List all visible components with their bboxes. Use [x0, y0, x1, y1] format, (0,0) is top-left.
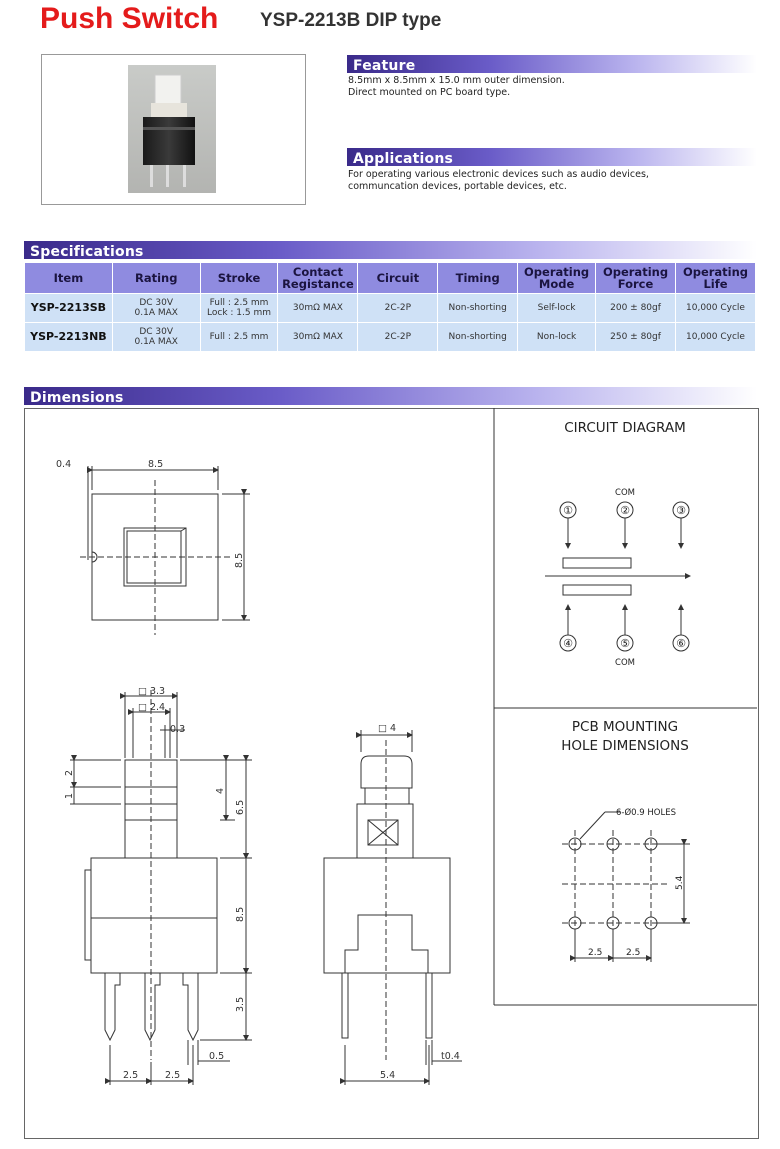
- side-view-drawing: [324, 730, 462, 1085]
- applications-line: communcation devices, portable devices, etc.: [348, 181, 567, 192]
- dim-label: 2.5: [626, 948, 641, 958]
- circuit-diagram-title: CIRCUIT DIAGRAM: [564, 420, 686, 436]
- pcb-title-line2: HOLE DIMENSIONS: [561, 738, 689, 754]
- table-cell: 200 ± 80gf: [596, 294, 676, 323]
- table-cell: Non-shorting: [438, 294, 518, 323]
- pin-label: ④: [563, 637, 573, 650]
- table-cell: YSP-2213NB: [25, 323, 113, 352]
- pcb-title-line1: PCB MOUNTING: [571, 719, 679, 735]
- pin-label: ③: [676, 504, 686, 517]
- table-cell: DC 30V 0.1A MAX: [112, 323, 200, 352]
- pcb-holes-label: 6-Ø0.9 HOLES: [616, 808, 676, 818]
- pcb-holes-drawing: [562, 812, 690, 962]
- front-view-drawing: [70, 690, 252, 1085]
- dim-label: 2.5: [123, 1070, 139, 1081]
- table-cell: Non-shorting: [438, 323, 518, 352]
- applications-heading: Applications: [353, 151, 454, 167]
- dim-label: 0.5: [209, 1051, 225, 1062]
- column-header: Stroke: [200, 263, 278, 294]
- table-cell: Full : 2.5 mm: [200, 323, 278, 352]
- table-cell: 30mΩ MAX: [278, 323, 358, 352]
- table-cell: 2C-2P: [358, 294, 438, 323]
- dim-label: □ 2.4: [138, 702, 166, 713]
- dim-label: 0.3: [170, 724, 186, 735]
- pin-label: ①: [563, 504, 573, 517]
- dim-label: 3.5: [235, 996, 246, 1012]
- dim-label: 8.5: [235, 906, 246, 922]
- circuit-diagram-drawing: [545, 502, 690, 651]
- dim-label: 1: [64, 792, 75, 799]
- table-cell: YSP-2213SB: [25, 294, 113, 323]
- dim-label: 8.5: [234, 552, 245, 568]
- applications-line: For operating various electronic devices such as audio devices,: [348, 169, 649, 180]
- column-header: Circuit: [358, 263, 438, 294]
- page-title: Push Switch: [40, 2, 219, 35]
- table-cell: Self-lock: [518, 294, 596, 323]
- dim-label: 8.5: [148, 459, 164, 470]
- dim-label: □ 3.3: [138, 686, 166, 697]
- column-header: Operating Life: [675, 263, 755, 294]
- dim-label: 5.4: [675, 875, 685, 890]
- table-cell: Non-lock: [518, 323, 596, 352]
- dim-label: 0.4: [56, 459, 72, 470]
- dim-label: 2.5: [165, 1070, 181, 1081]
- table-cell: 10,000 Cycle: [675, 323, 755, 352]
- com-label-top: COM: [615, 488, 635, 498]
- dim-label: 5.4: [380, 1070, 396, 1081]
- table-cell: 30mΩ MAX: [278, 294, 358, 323]
- feature-heading: Feature: [353, 58, 416, 74]
- top-view-drawing: [80, 466, 250, 635]
- pin-label: ⑤: [620, 637, 630, 650]
- pin-label: ⑥: [676, 637, 686, 650]
- dim-label: 6.5: [235, 799, 246, 815]
- dim-label: 2.5: [588, 948, 603, 958]
- pin-label: ②: [620, 504, 630, 517]
- dim-label: 4: [215, 787, 226, 794]
- column-header: Operating Mode: [518, 263, 596, 294]
- column-header: Timing: [438, 263, 518, 294]
- dim-label: 2: [64, 769, 75, 776]
- dim-label: □ 4: [378, 723, 397, 734]
- column-header: Operating Force: [596, 263, 676, 294]
- specifications-heading: Specifications: [30, 244, 144, 260]
- page-subtitle: YSP-2213B DIP type: [260, 10, 442, 31]
- table-cell: Full : 2.5 mm Lock : 1.5 mm: [200, 294, 278, 323]
- dim-label: t0.4: [441, 1051, 460, 1062]
- com-label-bottom: COM: [615, 658, 635, 668]
- table-cell: 10,000 Cycle: [675, 294, 755, 323]
- column-header: Item: [25, 263, 113, 294]
- dimensions-heading: Dimensions: [30, 390, 124, 406]
- table-cell: 250 ± 80gf: [596, 323, 676, 352]
- column-header: Contact Registance: [278, 263, 358, 294]
- table-cell: DC 30V 0.1A MAX: [112, 294, 200, 323]
- table-cell: 2C-2P: [358, 323, 438, 352]
- feature-line: Direct mounted on PC board type.: [348, 87, 511, 98]
- feature-line: 8.5mm x 8.5mm x 15.0 mm outer dimension.: [348, 75, 565, 86]
- column-header: Rating: [112, 263, 200, 294]
